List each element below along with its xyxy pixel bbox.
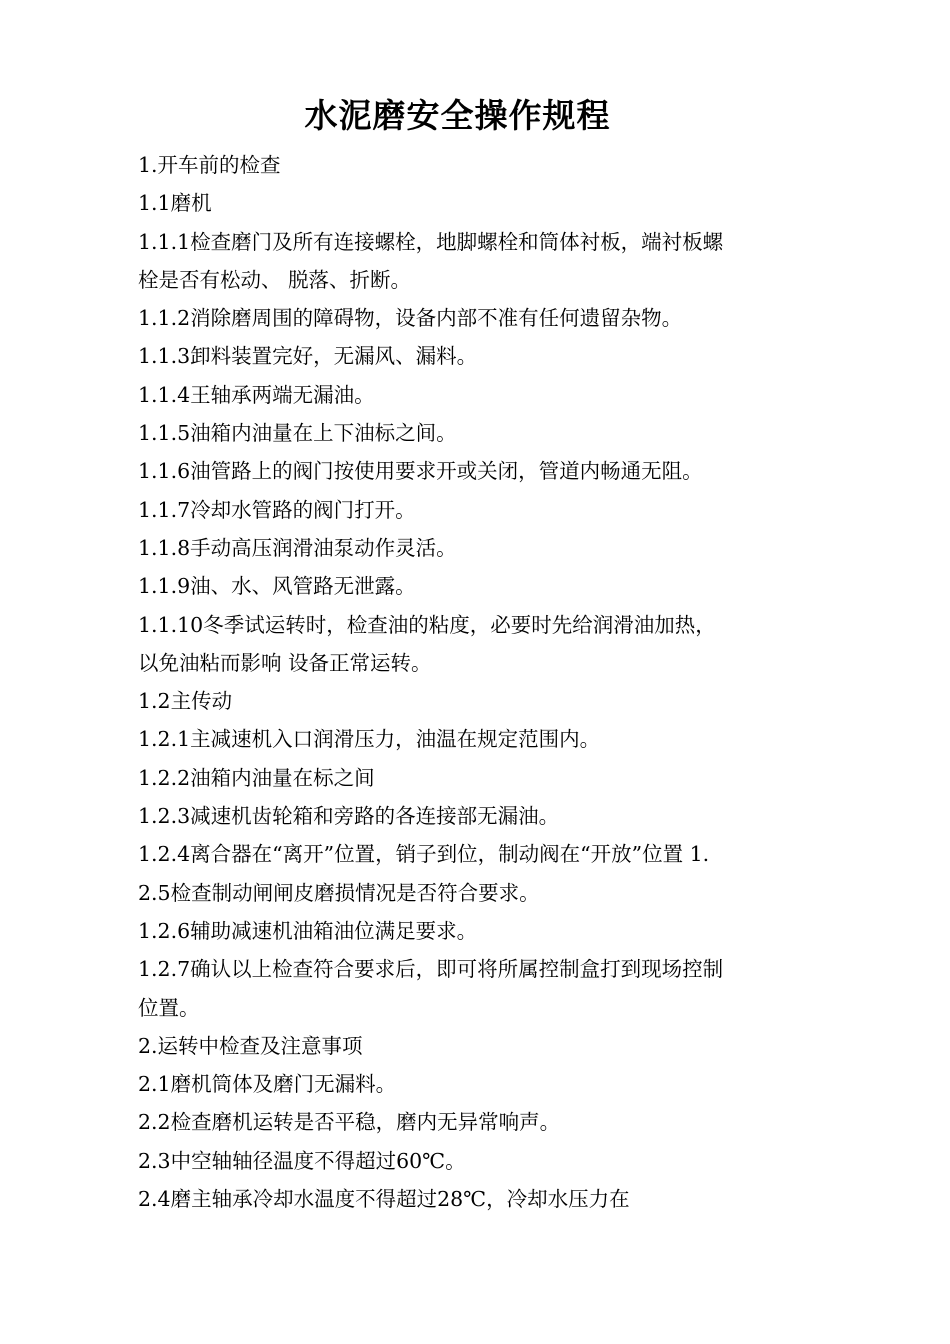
paragraph: 1.2.3减速机齿轮箱和旁路的各连接部无漏油。 xyxy=(138,804,560,829)
paragraph: 1.1.5油箱内油量在上下油标之间。 xyxy=(138,421,457,446)
paragraph: 1.1.2消除磨周围的障碍物，设备内部不准有任何遗留杂物。 xyxy=(138,306,683,331)
paragraph: 1.1.4王轴承两端无漏油。 xyxy=(138,382,375,407)
paragraph: 2.4磨主轴承冷却水温度不得超过28℃，冷却水压力在 xyxy=(138,1187,630,1212)
document-body xyxy=(138,146,728,1218)
paragraph: 2.3中空轴轴径温度不得超过60℃。 xyxy=(138,1148,466,1173)
paragraph: 1.1.9油、水、风管路无泄露。 xyxy=(138,574,416,599)
paragraph: 1.1.10冬季试运转时，检查油的粘度，必要时先给润滑油加热，以免油粘而影响 设备正常运转。 xyxy=(138,612,716,675)
paragraph: 1.2.6辅助减速机油箱油位满足要求。 xyxy=(138,918,478,943)
paragraph: 2.2检查磨机运转是否平稳，磨内无异常响声。 xyxy=(138,1110,561,1135)
paragraph: 1.1.3卸料装置完好，无漏风、漏料。 xyxy=(138,344,478,369)
paragraph: 1.1.6油管路上的阀门按使用要求开或关闭，管道内畅通无阻。 xyxy=(138,459,703,484)
paragraph: 1.2.4离合器在“离开”位置，销子到位，制动阀在“开放”位置 1.2.5检查制动闸闸皮磨损情况是否符合要求。 xyxy=(138,842,710,905)
paragraph: 2.1磨机筒体及磨门无漏料。 xyxy=(138,1072,397,1097)
paragraph: 1.1.1检查磨门及所有连接螺栓，地脚螺栓和筒体衬板，端衬板螺栓是否有松动、 脱落、折断。 xyxy=(138,229,724,292)
paragraph: 1.1.8手动高压润滑油泵动作灵活。 xyxy=(138,535,457,560)
subsection-heading: 1.1磨机 xyxy=(138,191,212,216)
paragraph: 1.2.7确认以上检查符合要求后，即可将所属控制盒打到现场控制位置。 xyxy=(138,957,724,1020)
document-title: 水泥磨安全操作规程 xyxy=(304,96,611,135)
paragraph: 1.1.7冷却水管路的阀门打开。 xyxy=(138,497,416,522)
paragraph: 1.2.1主减速机入口润滑压力，油温在规定范围内。 xyxy=(138,727,601,752)
paragraph: 1.2.2油箱内油量在标之间 xyxy=(138,765,375,790)
section-heading: 2.运转中检查及注意事项 xyxy=(138,1033,363,1058)
section-heading: 1.开车前的检查 xyxy=(138,153,281,177)
subsection-heading: 1.2主传动 xyxy=(138,689,233,714)
